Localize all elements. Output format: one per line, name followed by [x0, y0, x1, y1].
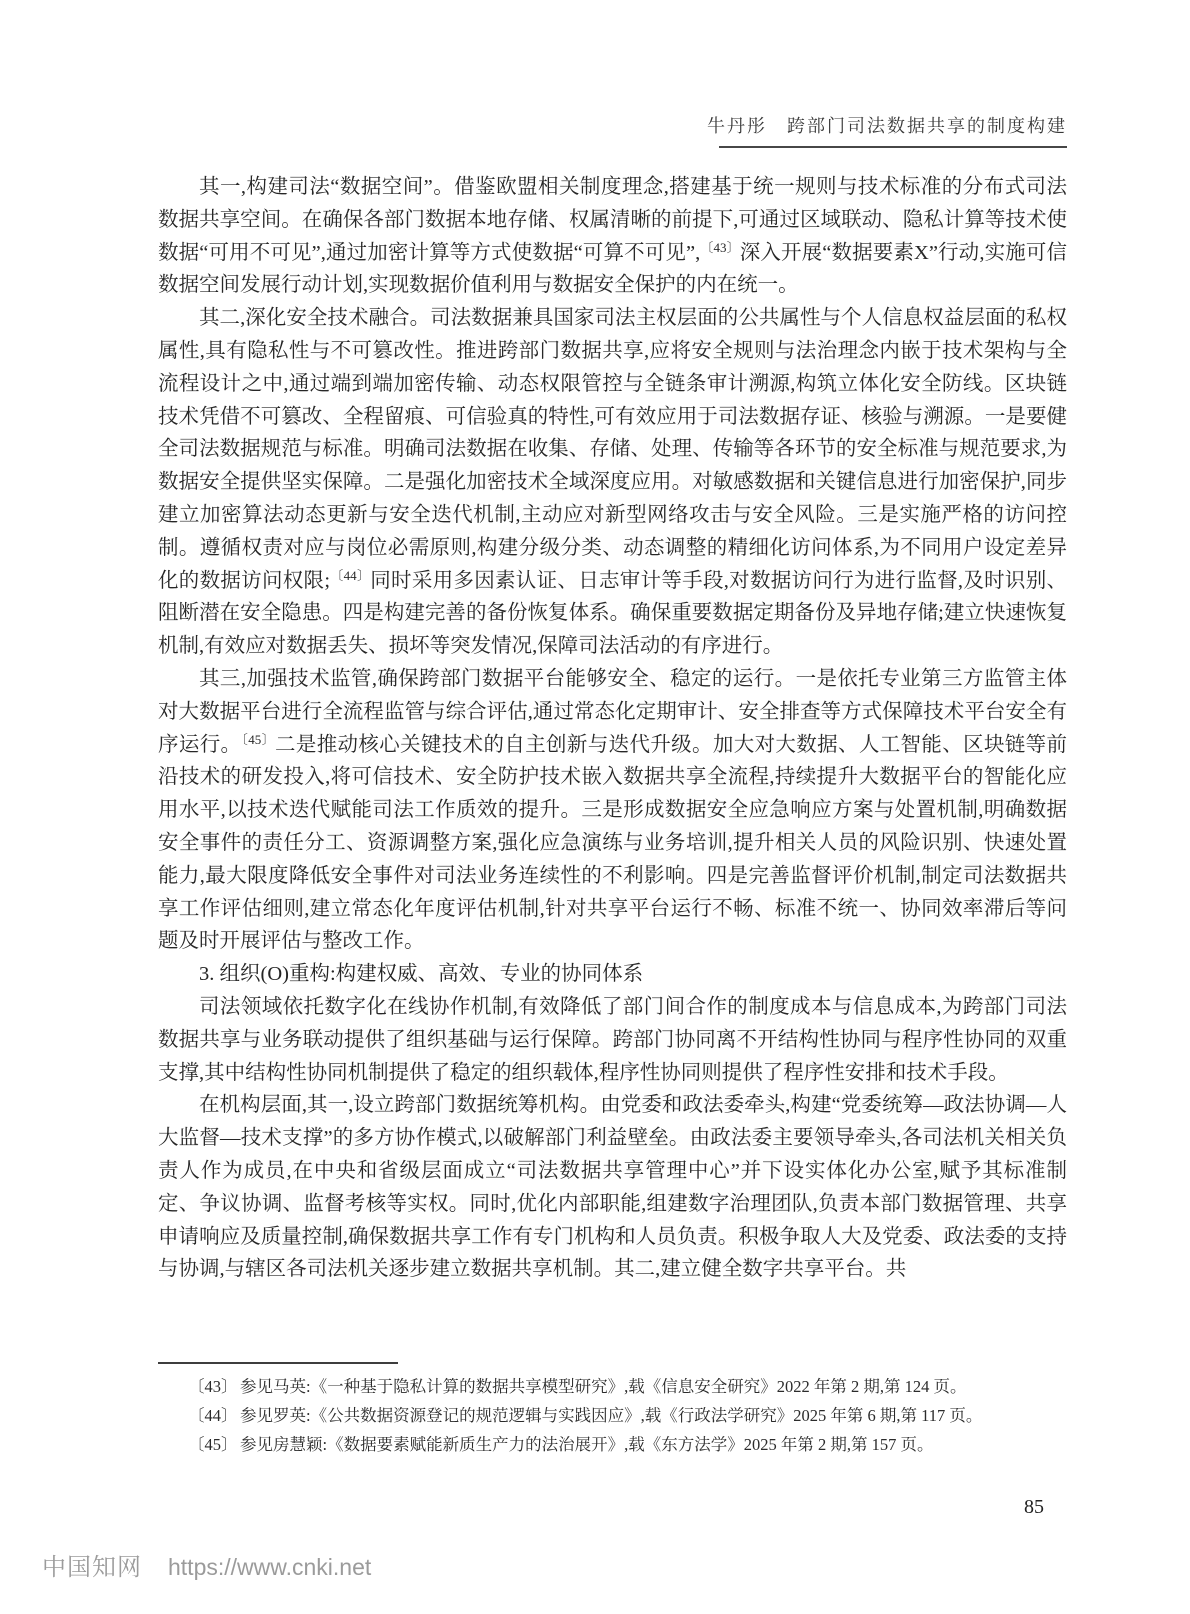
watermark: [42, 1547, 371, 1582]
footnote-number: 〔45〕: [188, 1435, 238, 1454]
footnote-ref: 〔44〕: [330, 567, 371, 583]
footnote-item: [188, 1430, 1068, 1459]
footnote-ref: 〔45〕: [241, 731, 275, 747]
header-rule: [719, 146, 1067, 148]
paragraph: 其三,加强技术监管,确保跨部门数据平台能够安全、稳定的运行。一是依托专业第三方监管主体对大数据平台进行全流程监管与综合评估,通过常态化定期审计、安全排查等方式保障技术平台安全有序运行。$^{〔45〕}$二是推动核心关键技术的自主创新与迭代升级。加大对大数据、人工智能、区块链等前沿技术的研发投入,将可信技术、安全防护技术嵌入数据共享全流程,持续提升大数据平台的智能化应用水平,以技术迭代赋能司法工作质效的提升。三是形成数据安全应急响应方案与处置机制,明确数据安全事件的责任分工、资源调整方案,强化应急演练与业务培训,提升相关人员的风险识别、快速处置能力,最大限度降低安全事件对司法业务连续性的不利影响。四是完善监督评价机制,制定司法数据共享工作评估细则,建立常态化年度评估机制,针对共享平台运行不畅、标准不统一、协同效率滞后等问题及时开展评估与整改工作。: [158, 667, 1068, 953]
section-heading: 3. 组织(O)重构:构建权威、高效、专业的协同体系: [199, 963, 644, 986]
paragraph: 司法领域依托数字化在线协作机制,有效降低了部门间合作的制度成本与信息成本,为跨部门司法数据共享与业务联动提供了组织基础与运行保障。跨部门协同离不开结构性协同与程序性协同的双重支撑,其中结构性协同机制提供了稳定的组织载体,程序性协同则提供了程序性安排和技术手段。: [158, 995, 1067, 1084]
paragraph: 其二,深化安全技术融合。司法数据兼具国家司法主权层面的公共属性与个人信息权益层面的私权属性,具有隐私性与不可篡改性。推进跨部门数据共享,应将安全规则与法治理念内嵌于技术架构与全流程设计之中,通过端到端加密传输、动态权限管控与全链条审计溯源,构筑立体化安全防线。区块链技术凭借不可篡改、全程留痕、可信验真的特性,可有效应用于司法数据存证、核验与溯源。一是要健全司法数据规范与标准。明确司法数据在收集、存储、处理、传输等各环节的安全标准与规范要求,为数据安全提供坚实保障。二是强化加密技术全域深度应用。对敏感数据和关键信息进行加密保护,同步建立加密算法动态更新与安全迭代机制,主动应对新型网络攻击与安全风险。三是实施严格的访问控制。遵循权责对应与岗位必需原则,构建分级分类、动态调整的精细化访问体系,为不同用户设定差异化的数据访问权限;$^{〔44〕}$同时采用多因素认证、日志审计等手段,对数据访问行为进行监督,及时识别、阻断潜在安全隐患。四是构建完善的备份恢复体系。确保重要数据定期备份及异地存储;建立快速恢复机制,有效应对数据丢失、损坏等突发情况,保障司法活动的有序进行。: [158, 307, 1067, 658]
footnote-number: 〔43〕: [188, 1377, 238, 1396]
cnki-url-text: https://www.cnki.net: [168, 1554, 372, 1580]
footnote-item: [188, 1401, 1068, 1430]
footnote-ref: 〔43〕: [700, 239, 740, 255]
footnote-text: 参见罗英:《公共数据资源登记的规范逻辑与实践因应》,载《行政法学研究》2025 年第 6 期,第 117 页。: [240, 1406, 983, 1425]
footnotes: [188, 1372, 1068, 1459]
article-body: [158, 171, 1067, 1286]
footnote-text: 参见马英:《一种基于隐私计算的数据共享模型研究》,载《信息安全研究》2022 年第 2 期,第 124 页。: [240, 1377, 967, 1396]
paragraph: 其一,构建司法“数据空间”。借鉴欧盟相关制度理念,搭建基于统一规则与技术标准的分布式司法数据共享空间。在确保各部门数据本地存储、权属清晰的前提下,可通过区域联动、隐私计算等技术使数据“可用不可见”,通过加密计算等方式使数据“可算不可见”,$^{〔43〕}$深入开展“数据要素X”行动,实施可信数据空间发展行动计划,实现数据价值利用与数据安全保护的内在统一。: [158, 176, 1067, 297]
footnote-item: [188, 1372, 1068, 1401]
paragraph: 在机构层面,其一,设立跨部门数据统筹机构。由党委和政法委牵头,构建“党委统筹—政法协调—人大监督—技术支撑”的多方协作模式,以破解部门利益壁垒。由政法委主要领导牵头,各司法机关相关负责人作为成员,在中央和省级层面成立“司法数据共享管理中心”并下设实体化办公室,赋予其标准制定、争议协调、监督考核等实权。同时,优化内部职能,组建数字治理团队,负责本部门数据管理、共享申请响应及质量控制,确保数据共享工作有专门机构和人员负责。积极争取人大及党委、政法委的支持与协调,与辖区各司法机关逐步建立数据共享机制。其二,建立健全数字共享平台。共: [158, 1094, 1067, 1281]
footnote-text: 参见房慧颖:《数据要素赋能新质生产力的法治展开》,载《东方法学》2025 年第 2 期,第 157 页。: [240, 1435, 934, 1454]
footnote-separator: [158, 1362, 398, 1364]
page-number: 85: [1024, 1496, 1044, 1518]
footnote-number: 〔44〕: [188, 1406, 238, 1425]
cnki-logo-text: 中国知网: [42, 1554, 142, 1581]
running-header: 牛丹彤 跨部门司法数据共享的制度构建: [707, 116, 1067, 136]
